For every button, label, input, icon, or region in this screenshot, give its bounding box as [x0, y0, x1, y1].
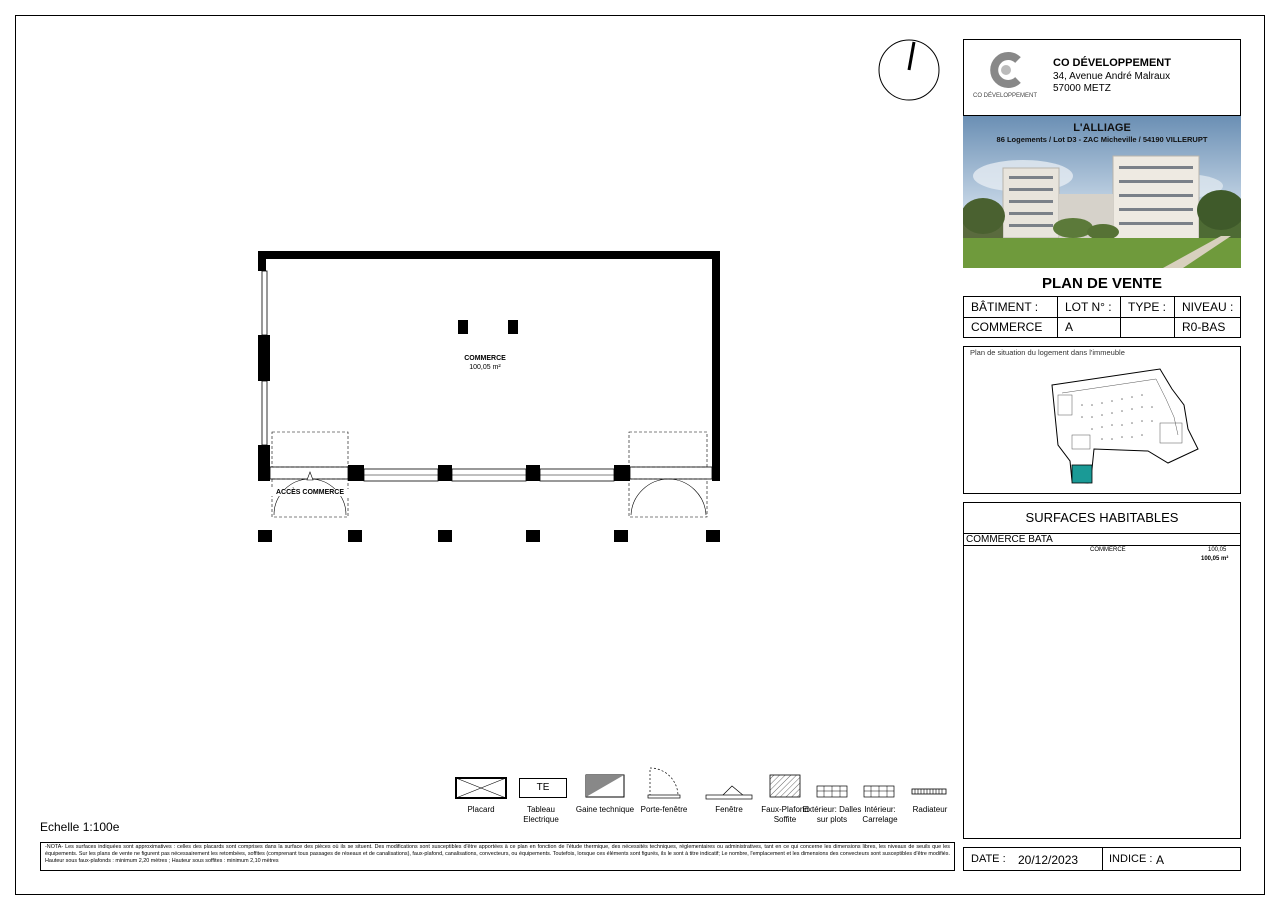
- surfaces-section: COMMERCE BATA: [964, 533, 1240, 546]
- placard-icon: [455, 777, 507, 799]
- header-niveau: NIVEAU :: [1182, 300, 1234, 314]
- legend-gaine: Gaine technique: [575, 805, 635, 814]
- value-lot: A: [1058, 317, 1121, 337]
- surfaces-panel: [963, 502, 1241, 839]
- scale-label: Echelle 1:100e: [40, 820, 120, 834]
- radiateur-icon: [911, 788, 947, 796]
- company-block: [963, 39, 1241, 116]
- indice-value: A: [1156, 853, 1165, 867]
- value-batiment: COMMERCE: [964, 317, 1058, 337]
- surfaces-room-name: COMMERCE: [1090, 547, 1126, 553]
- date-label: DATE :: [971, 853, 1006, 865]
- porte-fenetre-icon: [646, 766, 682, 800]
- situation-plan-drawing: [1048, 365, 1208, 489]
- sheet-title: PLAN DE VENTE: [1041, 275, 1162, 292]
- project-subtitle: 86 Logements / Lot D3 - ZAC Micheville / 54190 VILLERUPT: [996, 135, 1208, 144]
- access-label: ACCÈS COMMERCE: [270, 489, 350, 496]
- unit-highlight: [1072, 465, 1092, 483]
- legend-exterieur: Extérieur: Dalles sur plots: [802, 805, 862, 824]
- indice-label: INDICE :: [1109, 853, 1153, 865]
- nota-text: -NOTA- Les surfaces indiquées sont approximatives : celles des placards sont comprises dans la surface des pièces où ils se situent. Des modifications sont susceptibles d'être apportées à ce plan en fonction de l'étude thermique, des nécessités techniques, réglementaires ou administratives, tant en ce qui concerne les dimensions libres, les niveaux de seuils que les équipements. Sur les plans de vente ne figurent pas nécessairement les retombées, soffites (comprenant tous passages de réseaux et de canalisations), faux-plafond, canalisations, convecteurs, ou équipements. Toutefois, lorsque ces éléments sont figurés, ils le sont à titre indicatif; Le nombre, l'emplacement et les dimensions des convecteurs sont susceptibles d'être modifiés. Hauteur sous faux-plafonds : minimum 2,20 mètres ; Hauteur sous soffites : minimum 2,10 mètres: [40, 842, 955, 871]
- room-label: [440, 354, 530, 372]
- value-niveau: R0-BAS: [1182, 320, 1226, 334]
- value-type: [1121, 317, 1175, 337]
- header-lot: LOT N° :: [1058, 297, 1121, 317]
- fenetre-icon: [704, 776, 754, 800]
- situation-plan-label: Plan de situation du logement dans l'immeuble: [970, 348, 1125, 357]
- north-arrow-icon: [877, 38, 941, 102]
- company-address-2: 57000 METZ: [1053, 83, 1111, 94]
- legend-tableau: Tableau Electrique: [523, 805, 559, 824]
- surfaces-title: SURFACES HABITABLES: [964, 503, 1240, 534]
- room-area: 100,05 m²: [469, 364, 501, 371]
- company-address-1: 34, Avenue André Malraux: [1053, 71, 1171, 82]
- interieur-carrelage-icon: [863, 785, 895, 799]
- header-type: TYPE :: [1121, 297, 1175, 317]
- company-logo-text: CO DÉVELOPPEMENT: [972, 93, 1037, 99]
- legend-fenetre: Fenêtre: [715, 805, 743, 814]
- floor-plan: [250, 245, 730, 550]
- room-name: COMMERCE: [464, 355, 506, 362]
- exterieur-dalles-icon: [816, 785, 848, 799]
- surfaces-room-value: 100,05: [1208, 547, 1227, 553]
- date-block: [963, 847, 1241, 871]
- project-name: L'ALLIAGE: [1073, 122, 1131, 134]
- date-value: 20/12/2023: [1018, 853, 1079, 867]
- tableau-electrique-icon: TE: [519, 778, 567, 798]
- surfaces-total: 100,05 m²: [1201, 556, 1229, 562]
- legend-radiateur: Radiateur: [912, 805, 948, 814]
- faux-plafond-icon: [769, 774, 801, 798]
- company-logo-icon: [988, 52, 1024, 88]
- company-name: CO DÉVELOPPEMENT: [1053, 57, 1171, 69]
- legend: [450, 772, 955, 837]
- info-table: [963, 296, 1241, 338]
- legend-porte-fenetre: Porte-fenêtre: [640, 805, 688, 814]
- gaine-technique-icon: [585, 774, 625, 798]
- legend-placard: Placard: [467, 805, 495, 814]
- project-rendering: [963, 116, 1241, 268]
- legend-interieur: Intérieur: Carrelage: [862, 805, 898, 824]
- header-batiment: BÂTIMENT :: [964, 297, 1058, 317]
- situation-plan: [963, 346, 1241, 494]
- legend-faux-plafond: Faux-Plafond Soffite: [761, 805, 809, 824]
